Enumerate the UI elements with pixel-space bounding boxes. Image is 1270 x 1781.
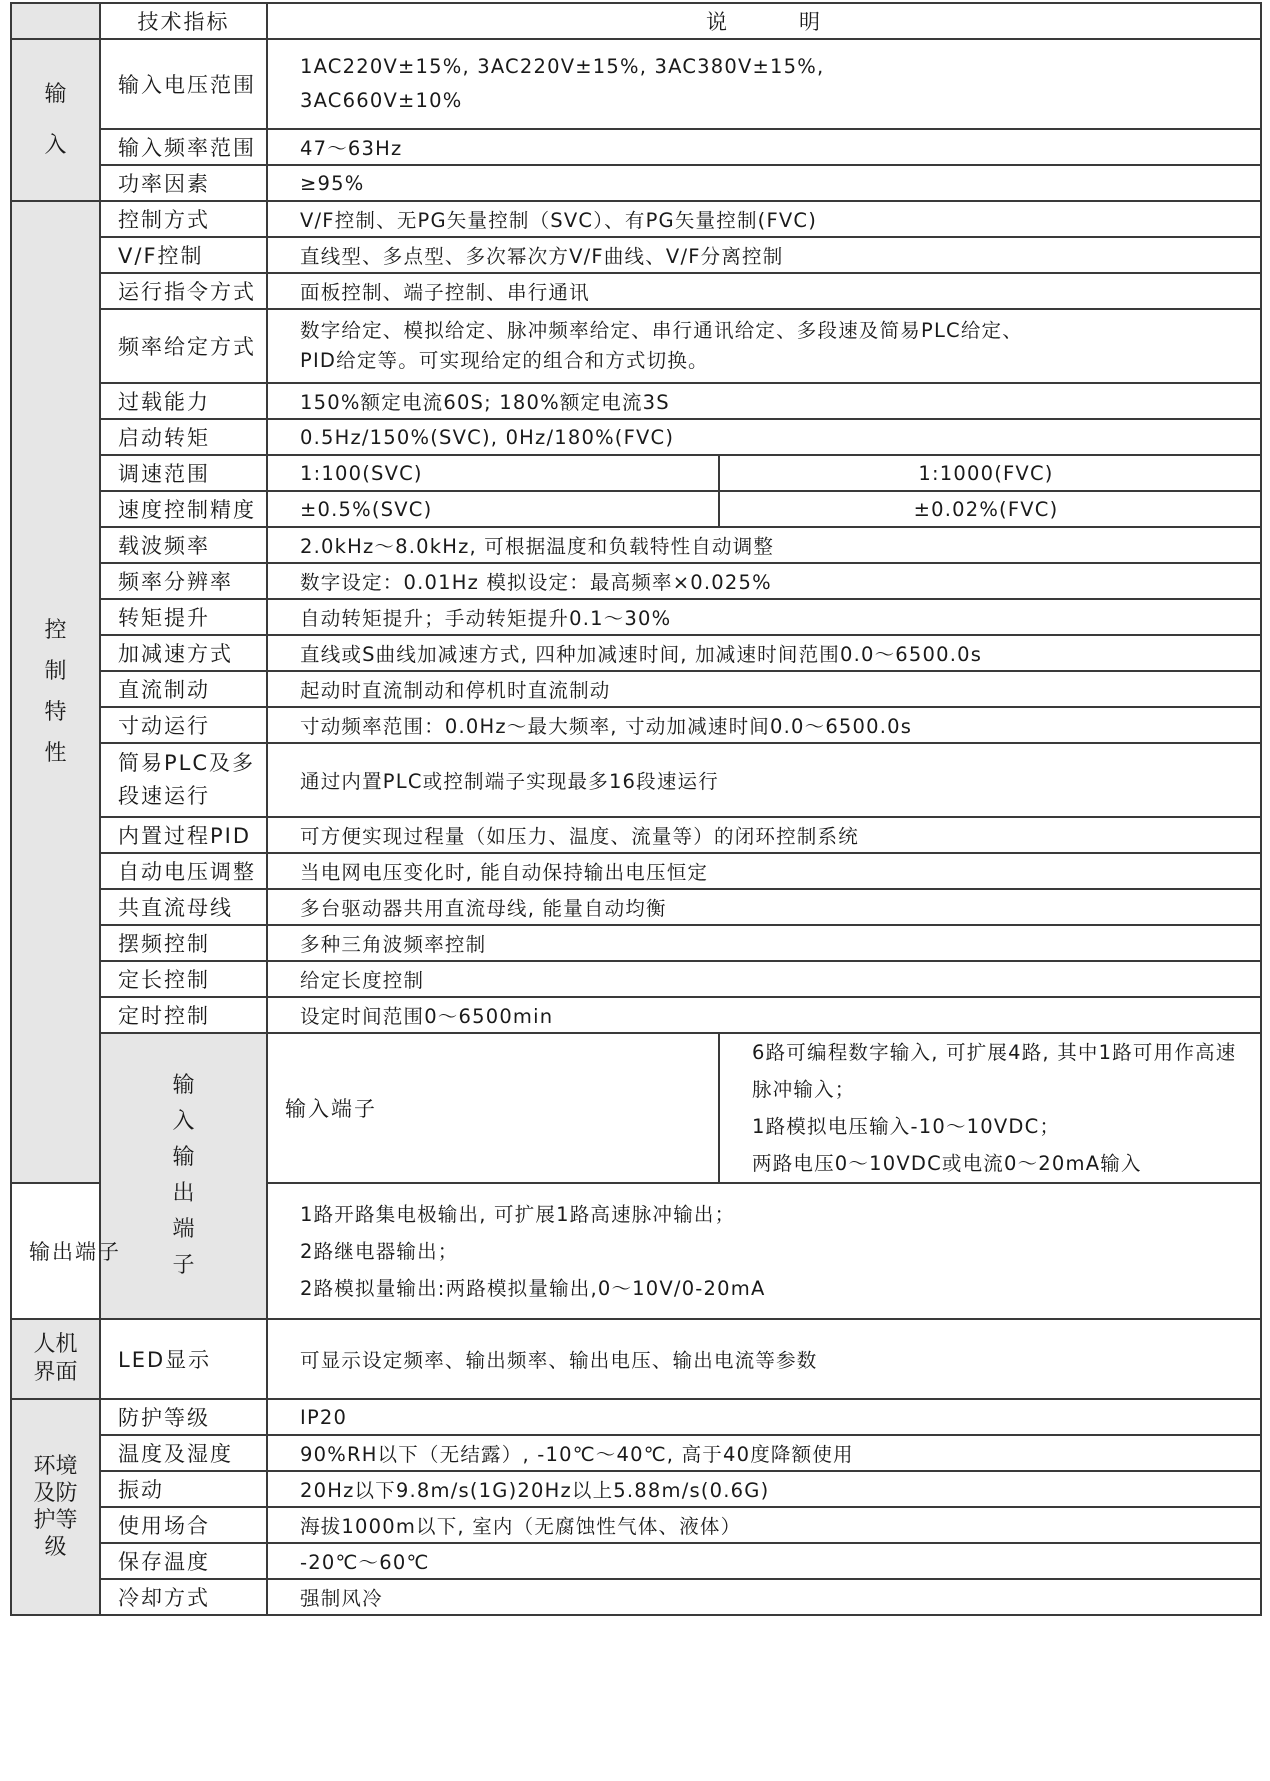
- group-env: [11, 1399, 100, 1615]
- spec-name: 输入频率范围: [100, 129, 267, 165]
- spec-desc: 海拔1000m以下, 室内（无腐蚀性气体、液体）: [267, 1507, 1261, 1543]
- spec-desc: 给定长度控制: [267, 961, 1261, 997]
- spec-name: 频率分辨率: [100, 563, 267, 599]
- row-storage-temp: [11, 1543, 1261, 1579]
- spec-name: 定时控制: [100, 997, 267, 1033]
- spec-desc: 多种三角波频率控制: [267, 925, 1261, 961]
- row-vibration: [11, 1471, 1261, 1507]
- spec-name: 转矩提升: [100, 599, 267, 635]
- spec-name: 温度及湿度: [100, 1435, 267, 1471]
- row-torque-boost: [11, 599, 1261, 635]
- row-input-terminal: [11, 1033, 1261, 1183]
- group-io-char: 子: [172, 1253, 195, 1278]
- spec-desc: -20℃～60℃: [267, 1543, 1261, 1579]
- spec-desc: 自动转矩提升；手动转矩提升0.1～30%: [267, 599, 1261, 635]
- spec-name: LED显示: [100, 1319, 267, 1399]
- spec-name: 防护等级: [100, 1399, 267, 1435]
- spec-name: 输入电压范围: [100, 39, 267, 129]
- row-freq-resolution: [11, 563, 1261, 599]
- spec-name: 过载能力: [100, 383, 267, 419]
- row-input-freq: [11, 129, 1261, 165]
- spec-name: 调速范围: [100, 455, 267, 491]
- group-io-char: 输: [172, 1073, 195, 1098]
- row-simple-plc: [11, 743, 1261, 817]
- spec-desc: 面板控制、端子控制、串行通讯: [267, 273, 1261, 309]
- spec-desc: 当电网电压变化时, 能自动保持输出电压恒定: [267, 853, 1261, 889]
- row-carrier-freq: [11, 527, 1261, 563]
- group-hmi-line: 人机: [33, 1332, 78, 1357]
- group-hmi-line: 界面: [33, 1360, 78, 1385]
- spec-name: 输出端子: [11, 1183, 100, 1319]
- spec-name: 使用场合: [100, 1507, 267, 1543]
- spec-desc: 起动时直流制动和停机时直流制动: [267, 671, 1261, 707]
- row-cooling: [11, 1579, 1261, 1615]
- spec-desc: 90%RH以下（无结露）, -10℃～40℃, 高于40度降额使用: [267, 1435, 1261, 1471]
- group-input-char: 输: [44, 81, 67, 107]
- row-timing: [11, 997, 1261, 1033]
- group-io-char: 端: [172, 1217, 195, 1242]
- spec-desc: 数字给定、模拟给定、脉冲频率给定、串行通讯给定、多段速及简易PLC给定、 PID给定等。可实现给定的组合和方式切换。: [267, 309, 1261, 383]
- spec-name: V/F控制: [100, 237, 267, 273]
- header-indicator: 技术指标: [100, 3, 267, 39]
- spec-desc: 直线或S曲线加减速方式, 四种加减速时间, 加减速时间范围0.0～6500.0s: [267, 635, 1261, 671]
- group-env-line: 及防: [33, 1481, 78, 1506]
- header-desc-left: 说: [706, 10, 729, 34]
- group-input: [11, 39, 100, 201]
- header-corner-cell: [11, 3, 100, 39]
- row-wobble: [11, 925, 1261, 961]
- spec-desc: 设定时间范围0～6500min: [267, 997, 1261, 1033]
- spec-name: 加减速方式: [100, 635, 267, 671]
- spec-name: 启动转矩: [100, 419, 267, 455]
- header-row: [11, 3, 1261, 39]
- technical-spec-table: [10, 2, 1262, 1616]
- spec-name: 寸动运行: [100, 707, 267, 743]
- spec-name: 振动: [100, 1471, 267, 1507]
- spec-desc-fvc: 1:1000(FVC): [719, 455, 1261, 491]
- spec-name: 共直流母线: [100, 889, 267, 925]
- spec-desc: V/F控制、无PG矢量控制（SVC）、有PG矢量控制(FVC): [267, 201, 1261, 237]
- spec-desc: 强制风冷: [267, 1579, 1261, 1615]
- spec-desc: 1路开路集电极输出, 可扩展1路高速脉冲输出； 2路继电器输出； 2路模拟量输出:两路模拟量输出,0～10V/0-20mA: [267, 1183, 1261, 1319]
- header-desc-right: 明: [799, 10, 822, 34]
- group-control-char: 制: [44, 659, 67, 684]
- spec-desc: 可显示设定频率、输出频率、输出电压、输出电流等参数: [267, 1319, 1261, 1399]
- spec-desc: 数字设定：0.01Hz 模拟设定：最高频率×0.025%: [267, 563, 1261, 599]
- spec-desc: IP20: [267, 1399, 1261, 1435]
- spec-desc: 6路可编程数字输入, 可扩展4路, 其中1路可用作高速脉冲输入； 1路模拟电压输入-10～10VDC； 两路电压0～10VDC或电流0～20mA输入: [719, 1033, 1261, 1183]
- spec-desc: 可方便实现过程量（如压力、温度、流量等）的闭环控制系统: [267, 817, 1261, 853]
- spec-name: 速度控制精度: [100, 491, 267, 527]
- group-control: [11, 201, 100, 1183]
- row-power-factor: [11, 165, 1261, 201]
- spec-desc: 寸动频率范围：0.0Hz～最大频率, 寸动加减速时间0.0～6500.0s: [267, 707, 1261, 743]
- spec-name: 定长控制: [100, 961, 267, 997]
- spec-name: 运行指令方式: [100, 273, 267, 309]
- row-temp-humidity: [11, 1435, 1261, 1471]
- group-input-char: 入: [44, 133, 67, 158]
- row-control-mode: [11, 201, 1261, 237]
- spec-name: 摆频控制: [100, 925, 267, 961]
- row-pid: [11, 817, 1261, 853]
- spec-desc: ≥95%: [267, 165, 1261, 201]
- row-dc-brake: [11, 671, 1261, 707]
- spec-name: 载波频率: [100, 527, 267, 563]
- group-control-char: 性: [44, 741, 67, 766]
- row-speed-accuracy: [11, 491, 1261, 527]
- row-fixed-length: [11, 961, 1261, 997]
- row-vf-control: [11, 237, 1261, 273]
- spec-name: 输入端子: [267, 1033, 719, 1183]
- spec-desc: 2.0kHz～8.0kHz, 可根据温度和负载特性自动调整: [267, 527, 1261, 563]
- spec-name: 功率因素: [100, 165, 267, 201]
- spec-desc: 150%额定电流60S; 180%额定电流3S: [267, 383, 1261, 419]
- row-protection: [11, 1399, 1261, 1435]
- header-description: [267, 3, 1261, 39]
- spec-desc: 20Hz以下9.8m/s(1G)20Hz以上5.88m/s(0.6G): [267, 1471, 1261, 1507]
- row-start-torque: [11, 419, 1261, 455]
- spec-desc-svc: ±0.5%(SVC): [267, 491, 719, 527]
- spec-desc: 直线型、多点型、多次幂次方V/F曲线、V/F分离控制: [267, 237, 1261, 273]
- spec-desc: 1AC220V±15%, 3AC220V±15%, 3AC380V±15%, 3AC660V±10%: [267, 39, 1261, 129]
- spec-name: 内置过程PID: [100, 817, 267, 853]
- spec-name: 频率给定方式: [100, 309, 267, 383]
- group-io: [100, 1033, 267, 1319]
- row-site: [11, 1507, 1261, 1543]
- spec-table-container: [10, 2, 1260, 1616]
- row-freq-setting: [11, 309, 1261, 383]
- spec-name: 自动电压调整: [100, 853, 267, 889]
- row-speed-range: [11, 455, 1261, 491]
- spec-desc-fvc: ±0.02%(FVC): [719, 491, 1261, 527]
- row-common-dc: [11, 889, 1261, 925]
- group-hmi: [11, 1319, 100, 1399]
- spec-desc-svc: 1:100(SVC): [267, 455, 719, 491]
- row-run-command: [11, 273, 1261, 309]
- row-jog: [11, 707, 1261, 743]
- row-overload: [11, 383, 1261, 419]
- spec-name: 控制方式: [100, 201, 267, 237]
- group-io-char: 输: [172, 1145, 195, 1170]
- row-avr: [11, 853, 1261, 889]
- row-accel-decel: [11, 635, 1261, 671]
- spec-desc: 通过内置PLC或控制端子实现最多16段速运行: [267, 743, 1261, 817]
- group-control-char: 特: [44, 700, 67, 725]
- group-env-line: 级: [44, 1535, 67, 1560]
- group-io-char: 出: [172, 1181, 195, 1206]
- group-env-line: 护等: [33, 1508, 78, 1533]
- row-input-voltage: [11, 39, 1261, 129]
- group-env-line: 环境: [33, 1454, 78, 1479]
- spec-name: 保存温度: [100, 1543, 267, 1579]
- spec-name: 直流制动: [100, 671, 267, 707]
- spec-desc: 0.5Hz/150%(SVC), 0Hz/180%(FVC): [267, 419, 1261, 455]
- group-control-char: 控: [44, 618, 67, 643]
- spec-name: 冷却方式: [100, 1579, 267, 1615]
- spec-name: 简易PLC及多 段速运行: [100, 743, 267, 817]
- spec-desc: 47～63Hz: [267, 129, 1261, 165]
- group-io-char: 入: [172, 1109, 195, 1134]
- spec-desc: 多台驱动器共用直流母线, 能量自动均衡: [267, 889, 1261, 925]
- row-led-display: [11, 1319, 1261, 1399]
